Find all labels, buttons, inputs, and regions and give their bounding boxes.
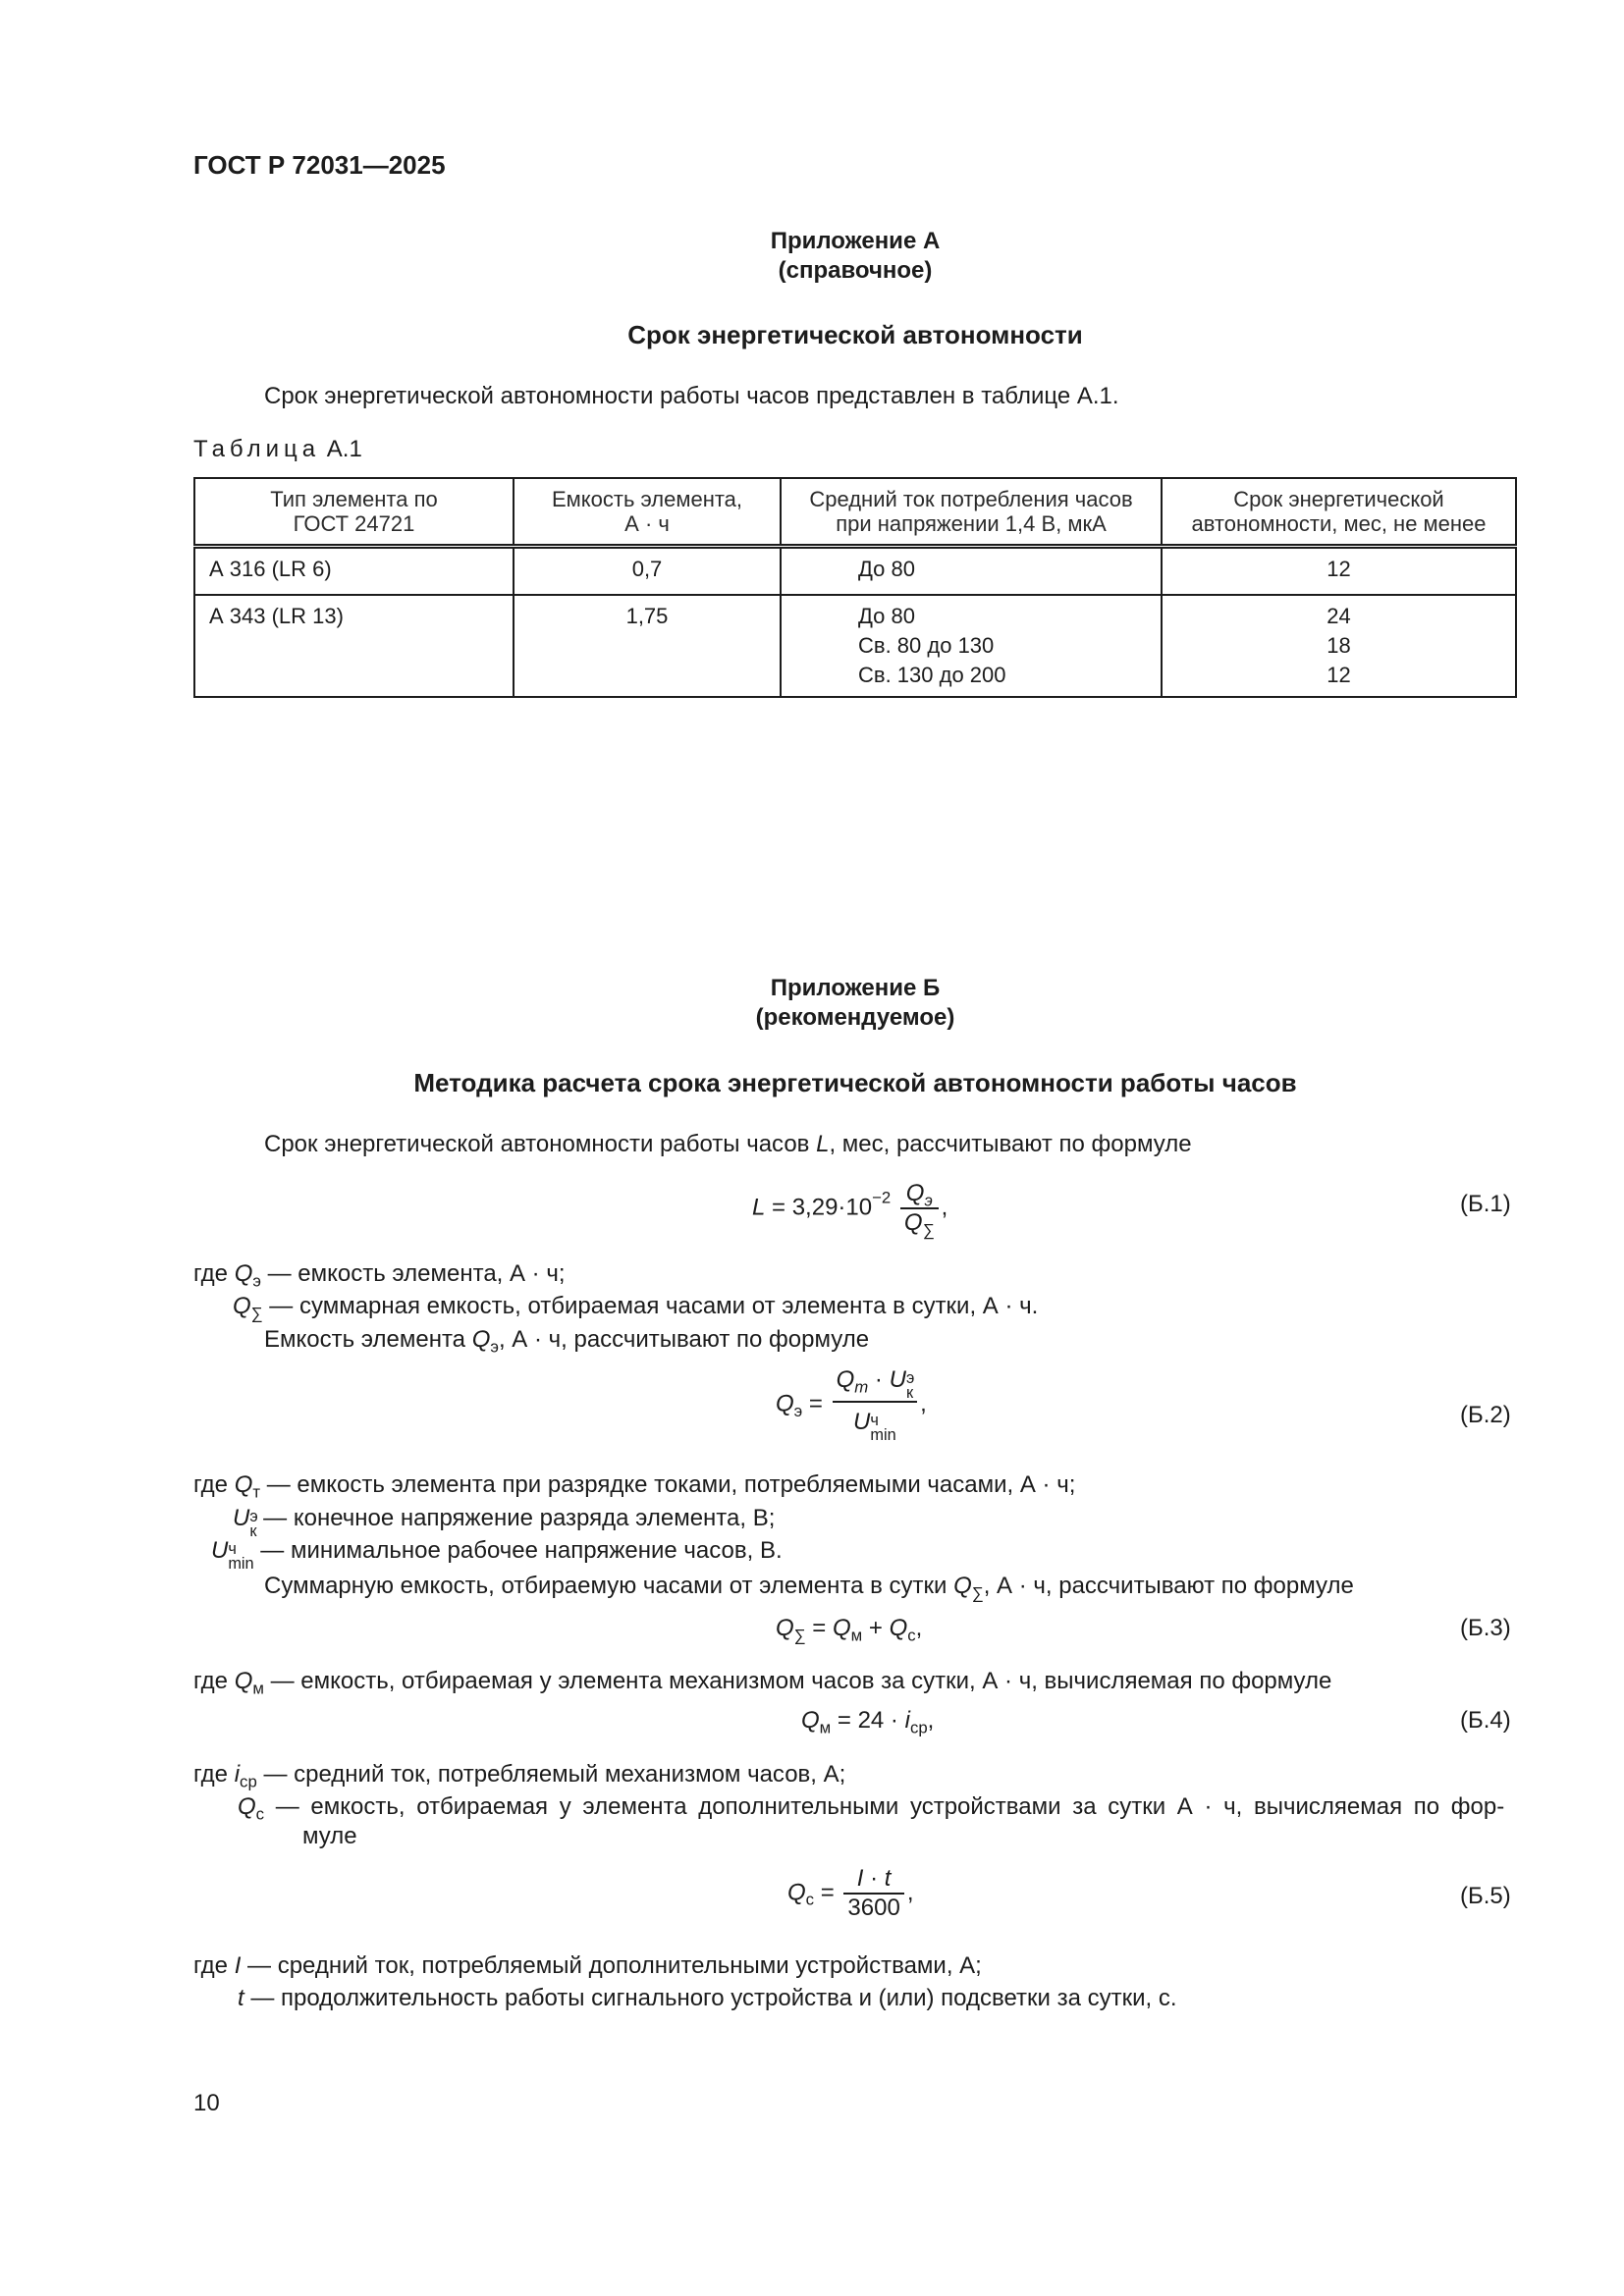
appendix-b-title: Приложение Б <box>770 975 941 1001</box>
formula-label-b4: (Б.4) <box>1460 1707 1511 1734</box>
fraction: $\frac{I \cdot t}{3600}$ <box>843 1865 903 1922</box>
header-cell-term: Срок энергетической автономности, мес, не менее <box>1162 478 1516 547</box>
formula-label-b3: (Б.3) <box>1460 1615 1511 1641</box>
appendix-b-heading: Методика расчета срока энергетической автономности работы часов <box>413 1068 1297 1097</box>
where-b4-line: $Q_с$ — емкость, отбираемая у элемента дополнительными устройствами за сутки А · ч, вычисляемая по фор- <box>238 1793 1505 1824</box>
paragraph-b3: Суммарную емкость, отбираемую часами от элемента в сутки $Q_\sum$, А · ч, рассчитывают по формуле <box>264 1573 1354 1603</box>
paragraph-b2: Емкость элемента $Q_э$, А · ч, рассчитывают по формуле <box>264 1326 870 1357</box>
cell-term: 24 18 12 <box>1162 595 1516 697</box>
formula-label-b1: (Б.1) <box>1460 1191 1511 1217</box>
table-header-row <box>194 478 1516 547</box>
appendix-a-status: (справочное) <box>778 257 933 284</box>
fraction: $\frac{Q_э}{Q_\sum}$ <box>900 1180 939 1237</box>
appendix-a-title: Приложение А <box>770 228 941 254</box>
where-b1-line: $Q_\sum$ — суммарная емкость, отбираемая часами от элемента в сутки, А · ч. <box>233 1293 1039 1323</box>
table-a1 <box>193 477 1517 698</box>
formula-b2: $Q_э$ = $Q_т \cdot U$ э к U ч min , <box>776 1366 927 1444</box>
where-b2-line: где $Q_т$ — емкость элемента при разрядке токами, потребляемыми часами, А · ч; <box>193 1471 1076 1502</box>
table-row <box>194 547 1516 595</box>
header-cell-type: Тип элемента по ГОСТ 24721 <box>194 478 514 547</box>
where-b4-line: где $i_{ср}$ — средний ток, потребляемый механизмом часов, А; <box>193 1761 846 1791</box>
fraction: $Q_т \cdot U$ э к U ч min <box>833 1366 917 1443</box>
document-header: ГОСТ Р 72031—2025 <box>193 150 446 180</box>
cell-capacity: 1,75 <box>514 595 781 697</box>
where-b4-continuation: муле <box>302 1823 357 1849</box>
where-b1-line: где $Q_э$ — емкость элемента, А · ч; <box>193 1260 566 1291</box>
where-b2-line: U э к — конечное напряжение разряда элемента, В; <box>233 1505 776 1540</box>
formula-b1: $L = 3,29\cdot 10^{-2}$ $\frac{Q_э}{Q_\sum}$ , <box>752 1180 948 1240</box>
header-cell-current: Средний ток потребления часов при напряжении 1,4 В, мкА <box>781 478 1162 547</box>
table-caption-number: А.1 <box>326 436 362 462</box>
table-caption-word: Таблица <box>193 436 321 462</box>
formula-b3: $Q_\sum = Q_м + Q_с$, <box>776 1615 923 1645</box>
table-row <box>194 595 1516 697</box>
formula-b4: $Q_м = 24 \cdot i_{ср}$, <box>801 1707 935 1737</box>
table-caption <box>193 435 362 464</box>
cell-type: А 316 (LR 6) <box>194 547 514 595</box>
appendix-b-status: (рекомендуемое) <box>755 1004 955 1031</box>
where-b5-line: t — продолжительность работы сигнального устройства и (или) подсветки за сутки, с. <box>238 1985 1177 2011</box>
appendix-a-intro: Срок энергетической автономности работы часов представлен в таблице А.1. <box>264 383 1119 409</box>
formula-label-b2: (Б.2) <box>1460 1402 1511 1428</box>
where-b2-line: U ч min — минимальное рабочее напряжение часов, В. <box>211 1537 783 1573</box>
cell-type: А 343 (LR 13) <box>194 595 514 697</box>
where-b5-line: где I — средний ток, потребляемый дополнительными устройствами, А; <box>193 1952 982 1979</box>
cell-current: До 80 <box>781 547 1162 595</box>
paragraph-b1: Срок энергетической автономности работы часов L, мес, рассчитывают по формуле <box>264 1131 1192 1157</box>
header-cell-capacity: Емкость элемента, А · ч <box>514 478 781 547</box>
cell-capacity: 0,7 <box>514 547 781 595</box>
page-number: 10 <box>193 2090 220 2116</box>
cell-current: До 80 Св. 80 до 130 Св. 130 до 200 <box>781 595 1162 697</box>
appendix-a-heading: Срок энергетической автономности <box>627 320 1083 349</box>
formula-label-b5: (Б.5) <box>1460 1883 1511 1909</box>
cell-term: 12 <box>1162 547 1516 595</box>
where-b3-line: где $Q_м$ — емкость, отбираемая у элемента механизмом часов за сутки, А · ч, вычисляемая по формуле <box>193 1668 1332 1698</box>
formula-b5: $Q_с$ = $\frac{I \cdot t}{3600}$ , <box>787 1865 914 1921</box>
